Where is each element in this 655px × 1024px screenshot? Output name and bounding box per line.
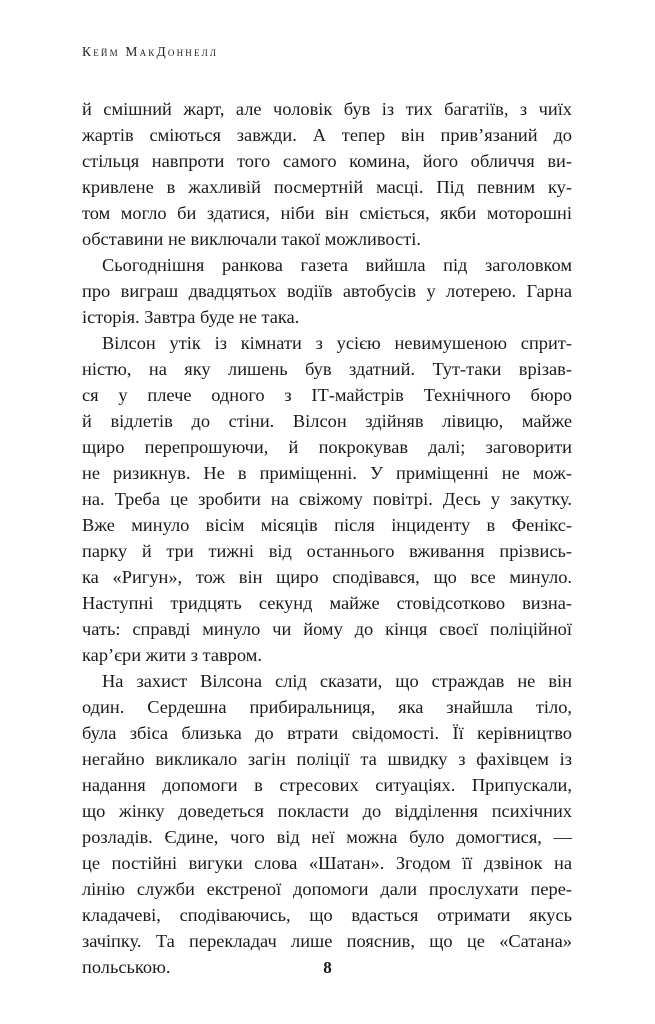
text-line: про виграш двадцятьох водіїв автобусів у лотерею. Гарна [82, 281, 572, 301]
text-line: негайно викликало загін поліції та швидку з фахівцем із [82, 749, 572, 769]
text-line: не ризикнув. Не в приміщенні. У приміщенні не мож- [82, 463, 572, 483]
paragraph [82, 668, 572, 980]
text-line: Сьогоднішня ранкова газета вийшла під заголовком [102, 255, 572, 275]
text-line: ся у плече одного з ІТ-майстрів Технічного бюро [82, 385, 572, 405]
text-line: на. Треба це зробити на свіжому повітрі. Десь у закутку. [82, 489, 572, 509]
text-line: На захист Вілсона слід сказати, що страждав не він [102, 671, 572, 691]
text-line: кривлене в жахливій посмертній масці. Під певним ку- [82, 177, 572, 197]
text-line: зачіпку. Та перекладач лише пояснив, що це «Сатана» [82, 931, 572, 951]
text-line: парку й три тижні від останнього вживання прізвись- [82, 541, 572, 561]
paragraph [82, 252, 572, 330]
text-line: жартів сміються завжди. А тепер він прив’язаний до [82, 125, 572, 145]
text-line: була збіса близька до втрати свідомості. Її керівництво [82, 723, 572, 743]
text-line: Вілсон утік із кімнати з усією невимушеною сприт- [102, 333, 572, 353]
text-line: один. Сердешна прибиральниця, яка знайшла тіло, [82, 697, 572, 717]
text-line: й смішний жарт, але чоловік був із тих багатіїв, з чиїх [82, 99, 572, 119]
text-line: кар’єри жити з тавром. [82, 645, 262, 665]
text-line: чать: справді минуло чи йому до кінця своєї поліційної [82, 619, 572, 639]
text-line: надання допомоги в стресових ситуаціях. Припускали, [82, 775, 572, 795]
text-line: й відлетів до стіни. Вілсон здійняв лівицю, майже [82, 411, 572, 431]
page-number: 8 [323, 958, 332, 977]
text-line: кладачеві, сподіваючись, що вдасться отримати якусь [82, 905, 572, 925]
text-line: обставини не виключали такої можливості. [82, 229, 421, 249]
text-line: Наступні тридцять секунд майже стовідсотково визна- [82, 593, 572, 613]
body-text [82, 96, 572, 980]
text-line: польською. [82, 957, 171, 977]
running-head: Кейм МакДоннелл [82, 44, 219, 59]
text-line: ністю, на яку лишень був здатний. Тут-таки врізав- [82, 359, 572, 379]
text-line: лінію служби екстреної допомоги дали прослухати пере- [82, 879, 572, 899]
paragraph [82, 330, 572, 668]
text-line: історія. Завтра буде не така. [82, 307, 300, 327]
text-line: це постійні вигуки слова «Шатан». Згодом її дзвінок на [82, 853, 572, 873]
text-line: розладів. Єдине, чого від неї можна було домогтися, — [82, 827, 572, 847]
text-line: стільця навпроти того самого комина, його обличчя ви- [82, 151, 572, 171]
text-line: що жінку доведеться покласти до відділення психічних [82, 801, 572, 821]
text-line: ка «Ригун», тож він щиро сподівався, що все минуло. [82, 567, 572, 587]
text-line: том могло би здатися, ніби він сміється, якби моторошні [82, 203, 572, 223]
text-line: щиро перепрошуючи, й покрокував далі; заговорити [82, 437, 572, 457]
paragraph [82, 96, 572, 252]
text-line: Вже минуло вісім місяців після інциденту в Фенікс- [82, 515, 572, 535]
